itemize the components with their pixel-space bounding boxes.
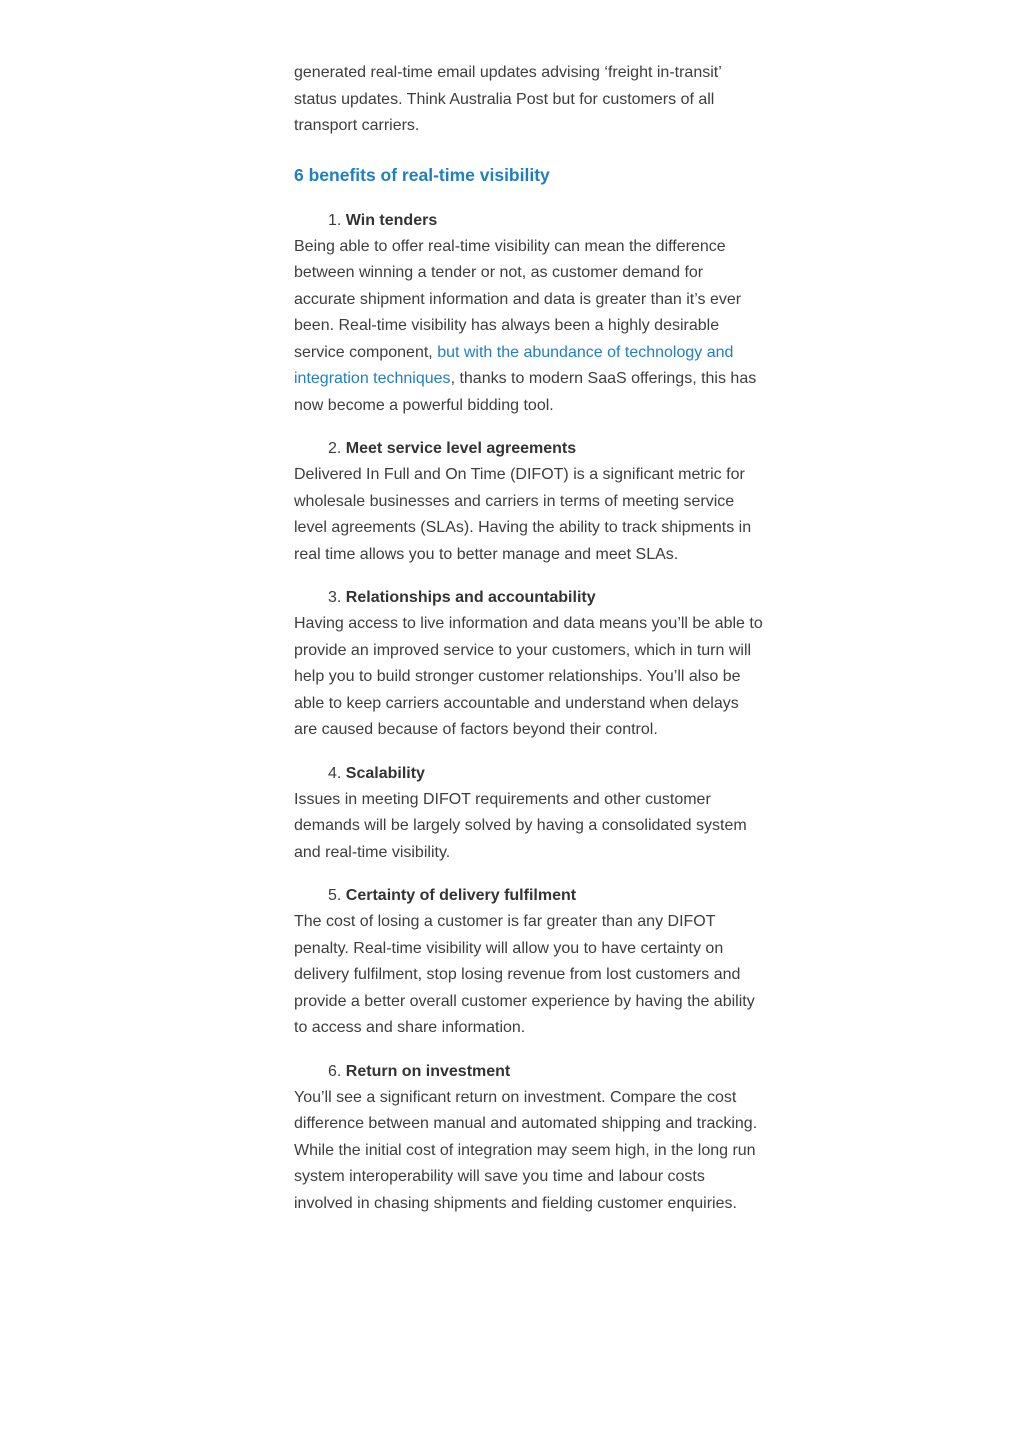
benefit-number: 5. bbox=[328, 887, 342, 904]
benefit-title-row bbox=[294, 585, 764, 611]
technology-integration-link[interactable]: but with the abundance of technology and integration techniques bbox=[294, 343, 734, 387]
benefit-body: Delivered In Full and On Time (DIFOT) is a significant metric for wholesale businesses and carriers in terms of meeting service level agreements (SLAs). Having the ability to track shipments in real time allows you to better manage and meet SLAs. bbox=[294, 466, 752, 563]
benefit-title-row bbox=[294, 208, 764, 234]
benefit-title: Relationships and accountability bbox=[345, 589, 596, 606]
benefit-title: Return on investment bbox=[345, 1062, 511, 1080]
benefit-number: 3. bbox=[328, 589, 342, 606]
benefit-item-scalability bbox=[294, 761, 764, 867]
benefit-number: 1. bbox=[328, 211, 342, 229]
benefit-item-relationships bbox=[294, 585, 764, 744]
benefit-title: Win tenders bbox=[345, 211, 438, 229]
benefit-title: Scalability bbox=[345, 764, 425, 782]
benefit-number: 4. bbox=[328, 764, 342, 782]
benefit-title: Meet service level agreements bbox=[345, 440, 577, 457]
benefit-body-text-continued: , thanks to modern SaaS offerings, this has now become a powerful bidding tool. bbox=[294, 370, 757, 414]
benefit-title-row bbox=[294, 1059, 764, 1085]
benefit-body: Having access to live information and data means you’ll be able to provide an improved service to your customers, which in turn will help you to build stronger customer relationships. You’ll also be able to keep carriers accountable and understand when delays are caused because of factors beyond their control. bbox=[294, 615, 763, 738]
benefit-item-delivery-certainty bbox=[294, 883, 764, 1042]
benefit-item-win-tenders bbox=[294, 208, 764, 420]
section-heading: 6 benefits of real-time visibility bbox=[294, 164, 550, 185]
benefit-title-row bbox=[294, 436, 764, 462]
benefit-body bbox=[294, 234, 764, 420]
benefit-title: Certainty of delivery fulfilment bbox=[345, 887, 577, 904]
benefit-item-return-on-investment bbox=[294, 1059, 764, 1218]
benefits-list bbox=[294, 208, 764, 1218]
benefit-title-row bbox=[294, 761, 764, 787]
benefit-body: The cost of losing a customer is far greater than any DIFOT penalty. Real-time visibility will allow you to have certainty on delivery fulfilment, stop losing revenue from lost customers and provide a better overall customer experience by having the ability to access and share information. bbox=[294, 913, 755, 1036]
benefit-title-row bbox=[294, 883, 764, 909]
article-content bbox=[294, 60, 764, 1217]
intro-paragraph: generated real-time email updates advising ‘freight in-transit’ status updates. Think Australia Post but for customers of all transport carriers. bbox=[294, 64, 722, 134]
benefit-item-service-level-agreements bbox=[294, 436, 764, 568]
benefit-body-text: Being able to offer real-time visibility can mean the difference between winning a tender or not, as customer demand for accurate shipment information and data is greater than it’s ever been. Real-time visibility has always been a highly desirable service component, bbox=[294, 237, 742, 361]
benefit-number: 6. bbox=[328, 1062, 342, 1080]
benefit-number: 2. bbox=[328, 440, 342, 457]
benefit-body: Issues in meeting DIFOT requirements and other customer demands will be largely solved by having a consolidated system and real-time visibility. bbox=[294, 790, 747, 861]
benefit-body: You’ll see a significant return on investment. Compare the cost difference between manual and automated shipping and tracking. While the initial cost of integration may seem high, in the long run system interoperability will save you time and labour costs involved in chasing shipments and fielding customer enquiries. bbox=[294, 1088, 758, 1212]
